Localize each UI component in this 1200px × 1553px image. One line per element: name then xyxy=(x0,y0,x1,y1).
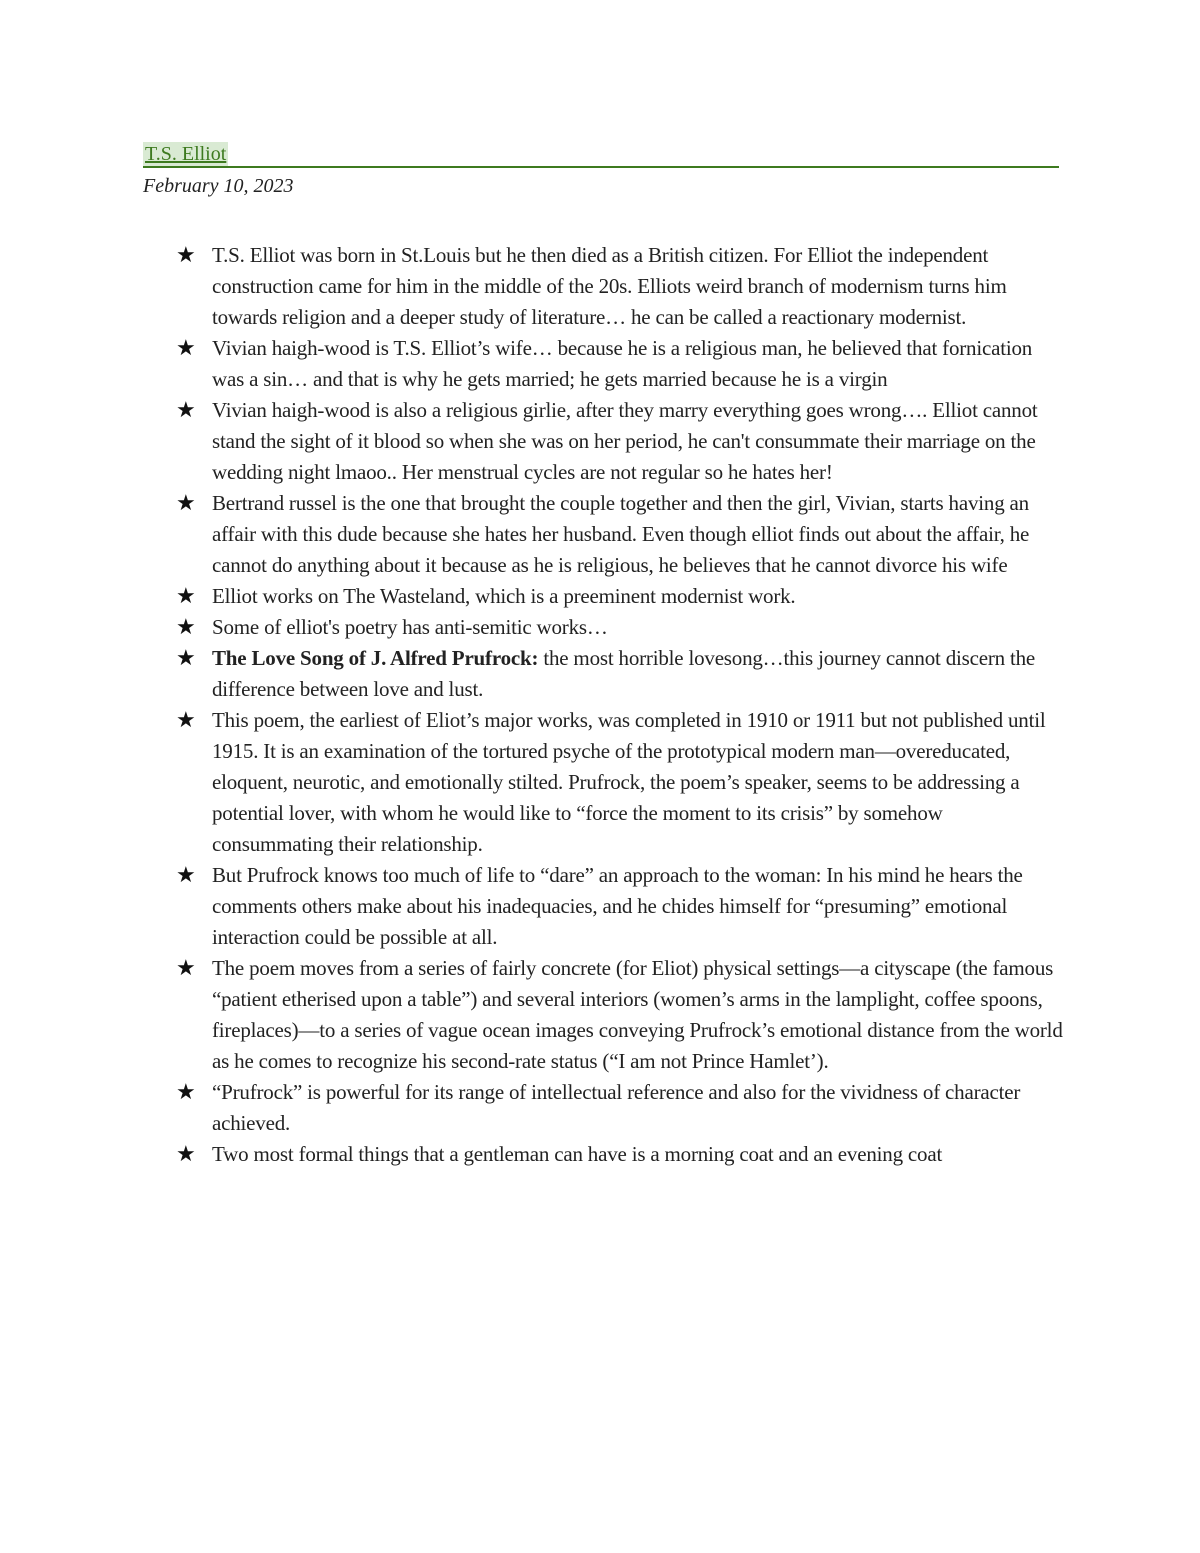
star-bullet-icon: ★ xyxy=(176,956,196,981)
note-text: Vivian haigh-wood is also a religious girlie, after they marry everything goes wrong…. Elliot cannot stand the sight of it blood so when she was on her period, he can't consummate their marriage on the wedding night lmaoo.. Her menstrual cycles are not regular so he hates her! xyxy=(212,398,1038,484)
star-bullet-icon: ★ xyxy=(176,863,196,888)
list-item xyxy=(176,333,1066,395)
note-text: Vivian haigh-wood is T.S. Elliot’s wife… because he is a religious man, he believed that fornication was a sin… and that is why he gets married; he gets married because he is a virgin xyxy=(212,336,1033,391)
star-bullet-icon: ★ xyxy=(176,336,196,361)
list-item xyxy=(176,240,1066,333)
star-bullet-icon: ★ xyxy=(176,708,196,733)
list-item xyxy=(176,1077,1066,1139)
star-bullet-icon: ★ xyxy=(176,584,196,609)
star-bullet-icon: ★ xyxy=(176,243,196,268)
notes-list xyxy=(176,240,1066,1170)
document-heading xyxy=(143,142,1059,168)
note-text: T.S. Elliot was born in St.Louis but he then died as a British citizen. For Elliot the independent construction came for him in the middle of the 20s. Elliots weird branch of modernism turns him towards religion and a deeper study of literature… he can be called a reactionary modernist. xyxy=(212,243,1007,329)
list-item xyxy=(176,705,1066,860)
list-item xyxy=(176,860,1066,953)
note-text: Elliot works on The Wasteland, which is a preeminent modernist work. xyxy=(212,584,796,608)
note-text: Two most formal things that a gentleman can have is a morning coat and an evening coat xyxy=(212,1142,943,1166)
star-bullet-icon: ★ xyxy=(176,1142,196,1167)
star-bullet-icon: ★ xyxy=(176,1080,196,1105)
star-bullet-icon: ★ xyxy=(176,646,196,671)
list-item xyxy=(176,953,1066,1077)
star-bullet-icon: ★ xyxy=(176,491,196,516)
note-text: Some of elliot's poetry has anti-semitic works… xyxy=(212,615,608,639)
document-title: T.S. Elliot xyxy=(145,143,227,165)
list-item xyxy=(176,643,1066,705)
note-text: But Prufrock knows too much of life to “dare” an approach to the woman: In his mind he hears the comments others make about his inadequacies, and he chides himself for “presuming” emotional interaction could be possible at all. xyxy=(212,863,1023,949)
note-text: This poem, the earliest of Eliot’s major works, was completed in 1910 or 1911 but not published until 1915. It is an examination of the tortured psyche of the prototypical modern man—overeducated, eloquent, neurotic, and emotionally stilted. Prufrock, the poem’s speaker, seems to be addressing a potential lover, with whom he would like to “force the moment to its crisis” by somehow consummating their relationship. xyxy=(212,708,1046,856)
note-text: The poem moves from a series of fairly concrete (for Eliot) physical settings—a cityscape (the famous “patient etherised upon a table”) and several interiors (women’s arms in the lamplight, coffee spoons, fireplaces)—to a series of vague ocean images conveying Prufrock’s emotional distance from the world as he comes to recognize his second-rate status (“I am not Prince Hamlet’). xyxy=(212,956,1063,1073)
list-item xyxy=(176,612,1066,643)
list-item xyxy=(176,581,1066,612)
list-item xyxy=(176,488,1066,581)
note-text: Bertrand russel is the one that brought the couple together and then the girl, Vivian, starts having an affair with this dude because she hates her husband. Even though elliot finds out about the affair, he cannot do anything about it because as he is religious, he believes that he cannot divorce his wife xyxy=(212,491,1030,577)
list-item xyxy=(176,1139,1066,1170)
note-text: the most horrible lovesong…this journey cannot discern the difference between love and lust. xyxy=(212,646,1036,701)
star-bullet-icon: ★ xyxy=(176,615,196,640)
poem-title: The Love Song of J. Alfred Prufrock: xyxy=(212,646,539,670)
list-item xyxy=(176,395,1066,488)
note-text: “Prufrock” is powerful for its range of intellectual reference and also for the vividness of character achieved. xyxy=(212,1080,1021,1135)
document-date: February 10, 2023 xyxy=(143,175,294,197)
star-bullet-icon: ★ xyxy=(176,398,196,423)
